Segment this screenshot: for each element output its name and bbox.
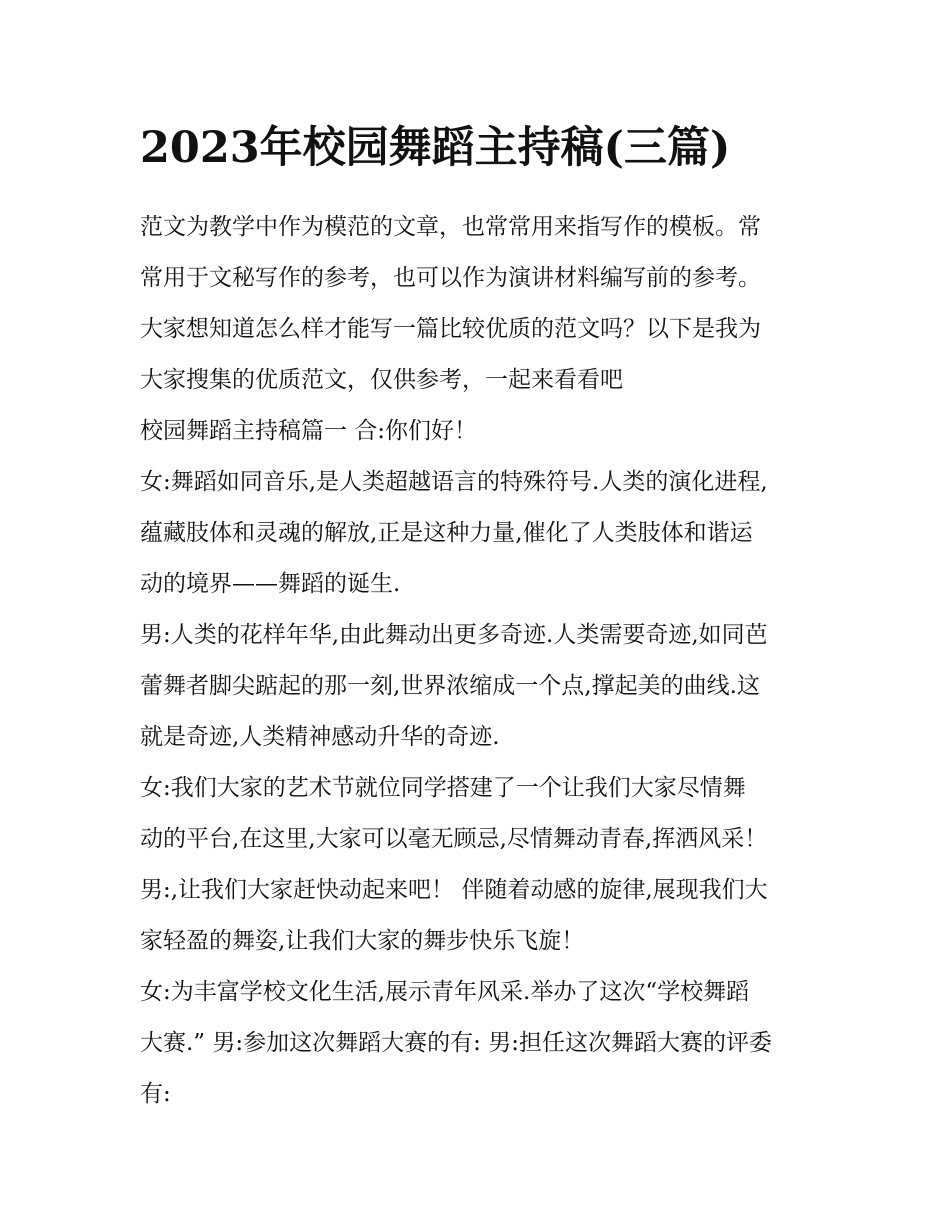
text-line: 蕾舞者脚尖踮起的那一刻,世界浓缩成一个点,撑起美的曲线.这 [140,673,760,699]
text-line: 男:,让我们大家赶快动起来吧！ 伴随着动感的旋律,展现我们大 [140,877,768,903]
text-line: 校园舞蹈主持稿篇一 合:你们好！ [140,418,478,444]
text-line: 女:为丰富学校文化生活,展示青年风采.举办了这次“学校舞蹈 [140,979,750,1005]
text-line: 蕴藏肢体和灵魂的解放,正是这种力量,催化了人类肢体和谐运 [140,520,753,546]
text-line: 有: [140,1081,171,1107]
text-line: 家轻盈的舞姿,让我们大家的舞步快乐飞旋！ [140,928,585,954]
text-line: 女:我们大家的艺术节就位同学搭建了一个让我们大家尽情舞 [140,775,746,801]
text-line: 常用于文秘写作的参考，也可以作为演讲材料编写前的参考。 [140,265,761,291]
text-line: 动的平台,在这里,大家可以毫无顾忌,尽情舞动青春,挥洒风采！ [140,826,768,852]
text-line: 大家想知道怎么样才能写一篇比较优质的范文吗？以下是我为 [140,316,761,342]
text-line: 范文为教学中作为模范的文章，也常常用来指写作的模板。常 [140,214,761,240]
text-line: 动的境界——舞蹈的诞生. [140,571,401,597]
document-body [140,122,820,1120]
text-line: 大家搜集的优质范文，仅供参考，一起来看看吧 [140,367,623,393]
text-line: 男:人类的花样年华,由此舞动出更多奇迹.人类需要奇迹,如同芭 [140,622,768,648]
text-line: 大赛.” 男:参加这次舞蹈大赛的有: 男:担任这次舞蹈大赛的评委 [140,1030,772,1056]
text-line: 女:舞蹈如同音乐,是人类超越语言的特殊符号.人类的演化进程, [140,469,768,495]
document-text [140,202,820,1120]
document-title: 2023年校园舞蹈主持稿(三篇) [140,123,731,173]
text-line: 就是奇迹,人类精神感动升华的奇迹. [140,724,500,750]
